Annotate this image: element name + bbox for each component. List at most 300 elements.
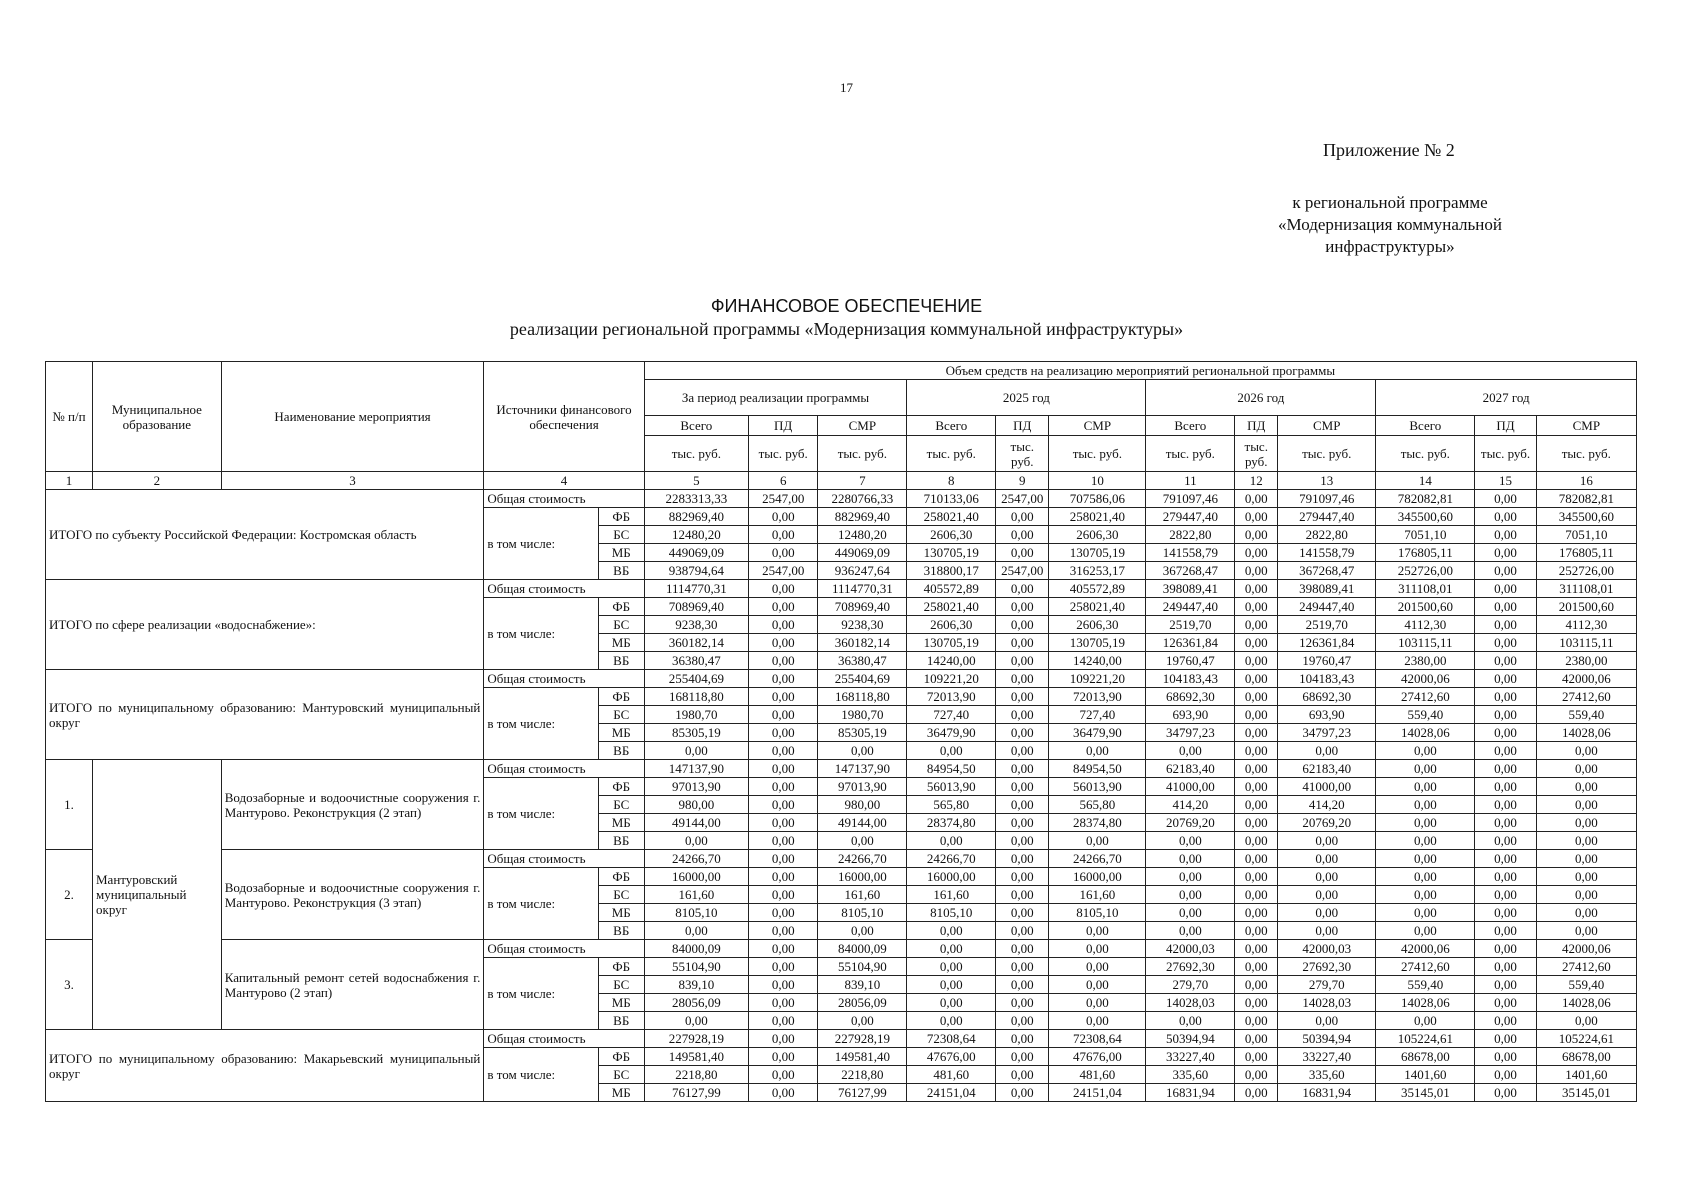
value-cell: 41000,00 (1146, 778, 1235, 796)
header-unit: тыс. руб. (907, 436, 996, 472)
header-sub-smr: СМР (1536, 416, 1636, 436)
value-cell: 345500,60 (1376, 508, 1475, 526)
value-cell: 161,60 (818, 886, 907, 904)
value-cell: 36479,90 (907, 724, 996, 742)
value-cell: 311108,01 (1376, 580, 1475, 598)
value-cell: 27412,60 (1376, 688, 1475, 706)
value-cell: 2547,00 (996, 562, 1049, 580)
value-cell: 2606,30 (1049, 526, 1146, 544)
value-cell: 0,00 (1278, 886, 1376, 904)
value-cell: 84000,09 (644, 940, 748, 958)
value-cell: 28374,80 (907, 814, 996, 832)
municipality-name: Мантуровский муниципальный округ (93, 760, 222, 1030)
value-cell: 0,00 (1235, 1012, 1278, 1030)
value-cell: 55104,90 (818, 958, 907, 976)
value-cell: 8105,10 (818, 904, 907, 922)
value-cell: 279,70 (1278, 976, 1376, 994)
value-cell: 72308,64 (907, 1030, 996, 1048)
value-cell: 0,00 (996, 670, 1049, 688)
value-cell: 0,00 (1475, 490, 1536, 508)
value-cell: 279,70 (1146, 976, 1235, 994)
value-cell: 56013,90 (1049, 778, 1146, 796)
value-cell: 0,00 (1235, 1066, 1278, 1084)
header-unit: тыс. руб. (644, 436, 748, 472)
value-cell: 0,00 (1376, 742, 1475, 760)
value-cell: 249447,40 (1146, 598, 1235, 616)
value-cell: 449069,09 (644, 544, 748, 562)
value-cell: 0,00 (1235, 958, 1278, 976)
value-cell: 0,00 (1376, 778, 1475, 796)
source-code: БС (598, 976, 644, 994)
value-cell: 34797,23 (1278, 724, 1376, 742)
value-cell: 72013,90 (907, 688, 996, 706)
value-cell: 0,00 (1536, 814, 1636, 832)
header-sub-total: Всего (1376, 416, 1475, 436)
value-cell: 405572,89 (907, 580, 996, 598)
value-cell: 168118,80 (644, 688, 748, 706)
source-code: МБ (598, 544, 644, 562)
value-cell: 0,00 (1235, 652, 1278, 670)
header-municipality: Муниципальное образование (93, 362, 222, 472)
value-cell: 0,00 (907, 742, 996, 760)
value-cell: 0,00 (748, 544, 817, 562)
value-cell: 16000,00 (907, 868, 996, 886)
header-unit: тыс. руб. (748, 436, 817, 472)
header-sub-pd: ПД (748, 416, 817, 436)
value-cell: 0,00 (1049, 958, 1146, 976)
value-cell: 62183,40 (1278, 760, 1376, 778)
table-body (46, 490, 1637, 1102)
value-cell: 126361,84 (1278, 634, 1376, 652)
value-cell: 0,00 (996, 1084, 1049, 1102)
value-cell: 0,00 (1475, 670, 1536, 688)
value-cell: 335,60 (1146, 1066, 1235, 1084)
source-code: ФБ (598, 598, 644, 616)
value-cell: 938794,64 (644, 562, 748, 580)
value-cell: 201500,60 (1536, 598, 1636, 616)
value-cell: 252726,00 (1536, 562, 1636, 580)
header-year-2026: 2026 год (1146, 380, 1376, 416)
value-cell: 414,20 (1278, 796, 1376, 814)
value-cell: 56013,90 (907, 778, 996, 796)
value-cell: 227928,19 (818, 1030, 907, 1048)
value-cell: 360182,14 (818, 634, 907, 652)
value-cell: 14028,06 (1376, 724, 1475, 742)
value-cell: 14028,06 (1536, 994, 1636, 1012)
value-cell: 559,40 (1376, 706, 1475, 724)
value-cell: 0,00 (1376, 814, 1475, 832)
value-cell: 693,90 (1278, 706, 1376, 724)
value-cell: 0,00 (644, 742, 748, 760)
total-cost-label: Общая стоимость (484, 940, 644, 958)
program-ref-line: к региональной программе (1292, 193, 1488, 212)
value-cell: 20769,20 (1146, 814, 1235, 832)
value-cell: 2218,80 (818, 1066, 907, 1084)
value-cell: 0,00 (1235, 562, 1278, 580)
including-label: в том числе: (484, 688, 598, 760)
source-code: БС (598, 796, 644, 814)
value-cell: 0,00 (748, 598, 817, 616)
value-cell: 14240,00 (907, 652, 996, 670)
value-cell: 103115,11 (1376, 634, 1475, 652)
value-cell: 103115,11 (1536, 634, 1636, 652)
source-code: ВБ (598, 1012, 644, 1030)
value-cell: 0,00 (748, 652, 817, 670)
value-cell: 0,00 (1376, 796, 1475, 814)
value-cell: 0,00 (1235, 796, 1278, 814)
value-cell: 9238,30 (818, 616, 907, 634)
value-cell: 0,00 (996, 994, 1049, 1012)
value-cell: 84000,09 (818, 940, 907, 958)
value-cell: 414,20 (1146, 796, 1235, 814)
value-cell: 9238,30 (644, 616, 748, 634)
header-period-total: За период реализации программы (644, 380, 907, 416)
value-cell: 68692,30 (1146, 688, 1235, 706)
value-cell: 0,00 (748, 1084, 817, 1102)
value-cell: 0,00 (996, 886, 1049, 904)
value-cell: 0,00 (1475, 688, 1536, 706)
value-cell: 0,00 (1235, 940, 1278, 958)
header-unit: тыс. руб. (1235, 436, 1278, 472)
value-cell: 0,00 (1376, 760, 1475, 778)
value-cell: 0,00 (818, 742, 907, 760)
value-cell: 258021,40 (1049, 508, 1146, 526)
value-cell: 782082,81 (1376, 490, 1475, 508)
source-code: МБ (598, 904, 644, 922)
value-cell: 0,00 (1146, 742, 1235, 760)
header-sub-pd: ПД (1475, 416, 1536, 436)
value-cell: 24266,70 (644, 850, 748, 868)
value-cell: 141558,79 (1278, 544, 1376, 562)
financing-table (45, 361, 1637, 1102)
value-cell: 28056,09 (818, 994, 907, 1012)
value-cell: 0,00 (1475, 598, 1536, 616)
value-cell: 0,00 (1049, 976, 1146, 994)
value-cell: 0,00 (818, 922, 907, 940)
program-reference (1240, 192, 1540, 258)
value-cell: 316253,17 (1049, 562, 1146, 580)
value-cell: 0,00 (996, 724, 1049, 742)
value-cell: 0,00 (996, 850, 1049, 868)
value-cell: 0,00 (748, 1030, 817, 1048)
value-cell: 0,00 (1146, 1012, 1235, 1030)
value-cell: 559,40 (1536, 706, 1636, 724)
value-cell: 839,10 (818, 976, 907, 994)
value-cell: 0,00 (1475, 742, 1536, 760)
value-cell: 0,00 (996, 580, 1049, 598)
value-cell: 85305,19 (818, 724, 907, 742)
value-cell: 279447,40 (1146, 508, 1235, 526)
value-cell: 0,00 (748, 580, 817, 598)
value-cell: 0,00 (1235, 724, 1278, 742)
value-cell: 258021,40 (907, 508, 996, 526)
value-cell: 0,00 (1475, 508, 1536, 526)
value-cell: 0,00 (1278, 1012, 1376, 1030)
value-cell: 147137,90 (644, 760, 748, 778)
value-cell: 19760,47 (1278, 652, 1376, 670)
value-cell: 0,00 (907, 1012, 996, 1030)
value-cell: 0,00 (1235, 706, 1278, 724)
value-cell: 0,00 (1475, 1066, 1536, 1084)
column-number: 3 (221, 472, 484, 490)
value-cell: 0,00 (1536, 904, 1636, 922)
value-cell: 109221,20 (907, 670, 996, 688)
value-cell: 0,00 (1536, 760, 1636, 778)
header-sub-smr: СМР (1049, 416, 1146, 436)
value-cell: 1980,70 (818, 706, 907, 724)
value-cell: 0,00 (748, 526, 817, 544)
value-cell: 0,00 (1475, 724, 1536, 742)
event-number: 1. (46, 760, 93, 850)
value-cell: 367268,47 (1278, 562, 1376, 580)
source-code: МБ (598, 1084, 644, 1102)
value-cell: 0,00 (907, 940, 996, 958)
including-label: в том числе: (484, 1048, 598, 1102)
column-number: 11 (1146, 472, 1235, 490)
value-cell: 559,40 (1536, 976, 1636, 994)
value-cell: 0,00 (996, 508, 1049, 526)
value-cell: 0,00 (1278, 742, 1376, 760)
value-cell: 2218,80 (644, 1066, 748, 1084)
value-cell: 0,00 (748, 940, 817, 958)
value-cell: 0,00 (644, 832, 748, 850)
header-event: Наименование мероприятия (221, 362, 484, 472)
value-cell: 16000,00 (1049, 868, 1146, 886)
header-sub-smr: СМР (1278, 416, 1376, 436)
value-cell: 0,00 (1235, 742, 1278, 760)
value-cell: 41000,00 (1278, 778, 1376, 796)
column-number: 10 (1049, 472, 1146, 490)
block-total-label: ИТОГО по субъекту Российской Федерации: Костромская область (46, 490, 484, 580)
value-cell: 481,60 (907, 1066, 996, 1084)
value-cell: 0,00 (748, 760, 817, 778)
value-cell: 0,00 (907, 922, 996, 940)
value-cell: 104183,43 (1278, 670, 1376, 688)
value-cell: 0,00 (1475, 706, 1536, 724)
value-cell: 8105,10 (1049, 904, 1146, 922)
value-cell: 0,00 (996, 940, 1049, 958)
program-ref-line: инфраструктуры» (1325, 237, 1455, 256)
value-cell: 0,00 (748, 850, 817, 868)
value-cell: 2380,00 (1376, 652, 1475, 670)
value-cell: 149581,40 (818, 1048, 907, 1066)
including-label: в том числе: (484, 868, 598, 940)
value-cell: 0,00 (748, 742, 817, 760)
value-cell: 0,00 (1146, 922, 1235, 940)
value-cell: 161,60 (907, 886, 996, 904)
value-cell: 16831,94 (1146, 1084, 1235, 1102)
value-cell: 4112,30 (1536, 616, 1636, 634)
value-cell: 0,00 (1475, 832, 1536, 850)
column-number: 7 (818, 472, 907, 490)
value-cell: 0,00 (1475, 526, 1536, 544)
value-cell: 0,00 (748, 1012, 817, 1030)
value-cell: 0,00 (996, 778, 1049, 796)
value-cell: 0,00 (1536, 868, 1636, 886)
value-cell: 258021,40 (1049, 598, 1146, 616)
value-cell: 727,40 (907, 706, 996, 724)
value-cell: 168118,80 (818, 688, 907, 706)
value-cell: 104183,43 (1146, 670, 1235, 688)
source-code: БС (598, 616, 644, 634)
value-cell: 0,00 (748, 634, 817, 652)
value-cell: 72308,64 (1049, 1030, 1146, 1048)
value-cell: 0,00 (1278, 922, 1376, 940)
value-cell: 42000,06 (1536, 940, 1636, 958)
value-cell: 565,80 (907, 796, 996, 814)
source-code: БС (598, 886, 644, 904)
value-cell: 12480,20 (818, 526, 907, 544)
source-code: ВБ (598, 562, 644, 580)
value-cell: 0,00 (996, 1012, 1049, 1030)
event-name: Капитальный ремонт сетей водоснабжения г. Мантурово (2 этап) (221, 940, 484, 1030)
value-cell: 0,00 (1235, 634, 1278, 652)
source-code: ФБ (598, 958, 644, 976)
value-cell: 36380,47 (644, 652, 748, 670)
value-cell: 0,00 (1536, 778, 1636, 796)
value-cell: 20769,20 (1278, 814, 1376, 832)
value-cell: 0,00 (1475, 562, 1536, 580)
value-cell: 47676,00 (1049, 1048, 1146, 1066)
event-number: 3. (46, 940, 93, 1030)
value-cell: 0,00 (1475, 652, 1536, 670)
value-cell: 782082,81 (1536, 490, 1636, 508)
value-cell: 0,00 (907, 994, 996, 1012)
value-cell: 0,00 (1235, 832, 1278, 850)
value-cell: 0,00 (644, 922, 748, 940)
value-cell: 0,00 (1475, 1012, 1536, 1030)
header-sources: Источники финансового обеспечения (484, 362, 644, 472)
value-cell: 398089,41 (1278, 580, 1376, 598)
value-cell: 16000,00 (644, 868, 748, 886)
value-cell: 0,00 (1475, 976, 1536, 994)
value-cell: 2547,00 (996, 490, 1049, 508)
value-cell: 0,00 (996, 976, 1049, 994)
value-cell: 0,00 (907, 976, 996, 994)
value-cell: 2606,30 (907, 526, 996, 544)
value-cell: 24266,70 (1049, 850, 1146, 868)
value-cell: 2606,30 (907, 616, 996, 634)
value-cell: 16831,94 (1278, 1084, 1376, 1102)
value-cell: 980,00 (818, 796, 907, 814)
column-number: 13 (1278, 472, 1376, 490)
value-cell: 0,00 (748, 616, 817, 634)
source-code: ВБ (598, 652, 644, 670)
header-unit: тыс. руб. (1536, 436, 1636, 472)
value-cell: 2822,80 (1278, 526, 1376, 544)
value-cell: 0,00 (1475, 1084, 1536, 1102)
value-cell: 2547,00 (748, 562, 817, 580)
value-cell: 27412,60 (1536, 688, 1636, 706)
value-cell: 126361,84 (1146, 634, 1235, 652)
value-cell: 0,00 (1536, 796, 1636, 814)
value-cell: 0,00 (644, 1012, 748, 1030)
value-cell: 360182,14 (644, 634, 748, 652)
value-cell: 0,00 (1278, 832, 1376, 850)
value-cell: 345500,60 (1536, 508, 1636, 526)
value-cell: 255404,69 (818, 670, 907, 688)
value-cell: 0,00 (748, 706, 817, 724)
value-cell: 0,00 (1278, 868, 1376, 886)
column-number: 9 (996, 472, 1049, 490)
value-cell: 0,00 (748, 1066, 817, 1084)
table-header (46, 362, 1637, 490)
source-code: ВБ (598, 742, 644, 760)
including-label: в том числе: (484, 778, 598, 850)
value-cell: 76127,99 (644, 1084, 748, 1102)
value-cell: 0,00 (1475, 760, 1536, 778)
value-cell: 72013,90 (1049, 688, 1146, 706)
value-cell: 50394,94 (1146, 1030, 1235, 1048)
value-cell: 0,00 (1146, 868, 1235, 886)
value-cell: 0,00 (1376, 832, 1475, 850)
value-cell: 35145,01 (1376, 1084, 1475, 1102)
value-cell: 0,00 (1536, 832, 1636, 850)
value-cell: 85305,19 (644, 724, 748, 742)
value-cell: 0,00 (1376, 850, 1475, 868)
value-cell: 62183,40 (1146, 760, 1235, 778)
value-cell: 0,00 (996, 616, 1049, 634)
value-cell: 105224,61 (1536, 1030, 1636, 1048)
page-number: 17 (840, 80, 853, 95)
value-cell: 0,00 (1146, 850, 1235, 868)
value-cell: 0,00 (1475, 580, 1536, 598)
source-code: МБ (598, 814, 644, 832)
value-cell: 727,40 (1049, 706, 1146, 724)
value-cell: 0,00 (1278, 904, 1376, 922)
value-cell: 28374,80 (1049, 814, 1146, 832)
value-cell: 0,00 (907, 958, 996, 976)
value-cell: 36380,47 (818, 652, 907, 670)
value-cell: 7051,10 (1536, 526, 1636, 544)
value-cell: 36479,90 (1049, 724, 1146, 742)
value-cell: 0,00 (748, 508, 817, 526)
value-cell: 2380,00 (1536, 652, 1636, 670)
value-cell: 335,60 (1278, 1066, 1376, 1084)
value-cell: 33227,40 (1278, 1048, 1376, 1066)
value-cell: 936247,64 (818, 562, 907, 580)
value-cell: 0,00 (1235, 490, 1278, 508)
value-cell: 0,00 (1536, 1012, 1636, 1030)
value-cell: 0,00 (1278, 850, 1376, 868)
value-cell: 0,00 (748, 688, 817, 706)
value-cell: 0,00 (1536, 886, 1636, 904)
value-cell: 0,00 (748, 778, 817, 796)
value-cell: 0,00 (1235, 922, 1278, 940)
source-code: МБ (598, 994, 644, 1012)
table-row (46, 1030, 1637, 1048)
value-cell: 0,00 (748, 868, 817, 886)
header-sub-pd: ПД (996, 416, 1049, 436)
source-code: БС (598, 526, 644, 544)
value-cell: 161,60 (1049, 886, 1146, 904)
value-cell: 1114770,31 (644, 580, 748, 598)
value-cell: 12480,20 (644, 526, 748, 544)
value-cell: 0,00 (996, 904, 1049, 922)
source-code: ФБ (598, 508, 644, 526)
value-cell: 0,00 (1475, 796, 1536, 814)
table-row (46, 940, 1637, 958)
header-sub-total: Всего (1146, 416, 1235, 436)
value-cell: 0,00 (1235, 850, 1278, 868)
value-cell: 0,00 (748, 958, 817, 976)
value-cell: 0,00 (1235, 688, 1278, 706)
value-cell: 0,00 (1536, 742, 1636, 760)
value-cell: 0,00 (1235, 868, 1278, 886)
value-cell: 42000,03 (1278, 940, 1376, 958)
value-cell: 0,00 (818, 1012, 907, 1030)
value-cell: 97013,90 (644, 778, 748, 796)
